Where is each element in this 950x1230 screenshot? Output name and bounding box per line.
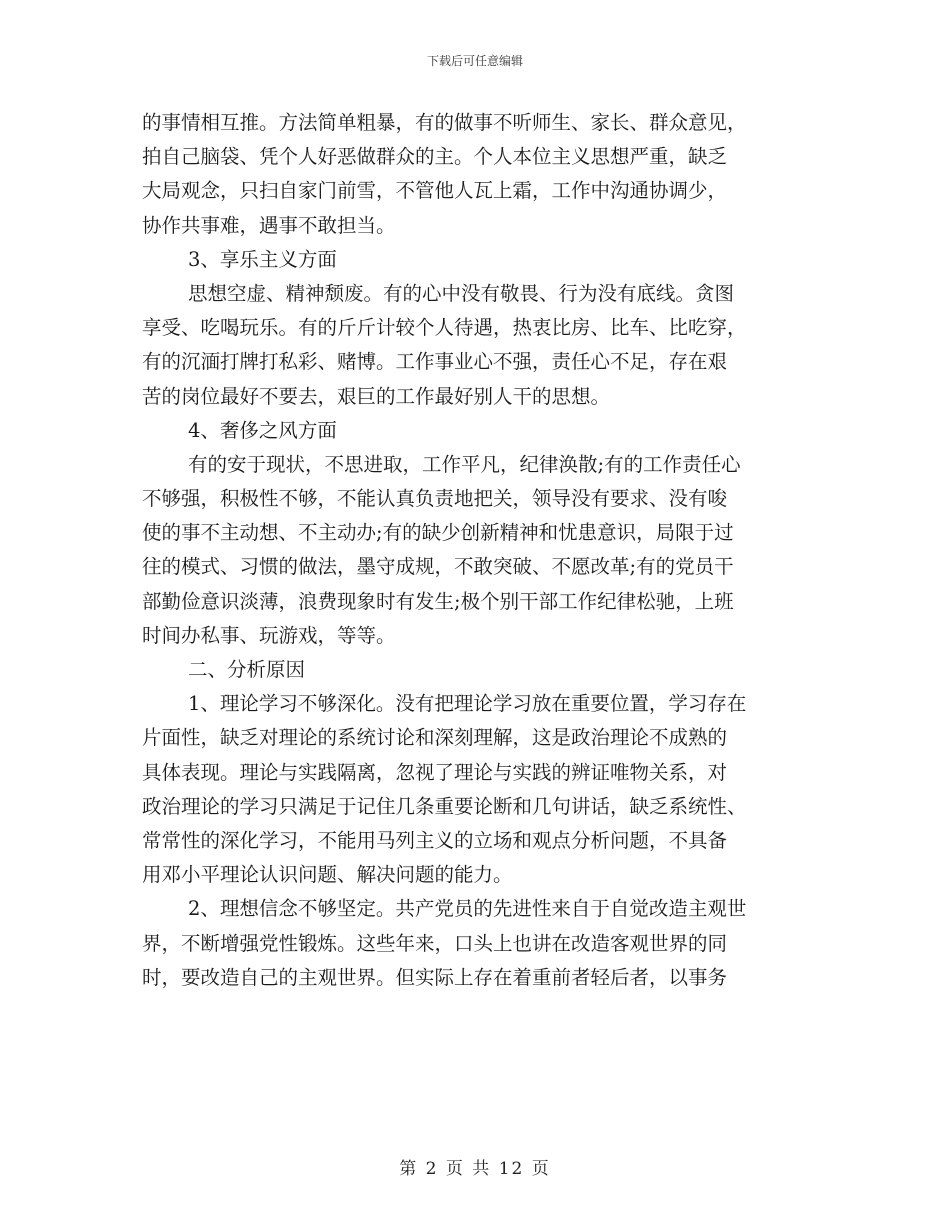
- text-line: 时间办私事、玩游戏，等等。: [142, 623, 396, 647]
- text-line: 1、理论学习不够深化。没有把理论学习放在重要位置，学习存在: [188, 692, 747, 716]
- text-line: 苦的岗位最好不要去，艰巨的工作最好别人干的思想。: [142, 384, 611, 408]
- text-line: 往的模式、习惯的做法，墨守成规，不敢突破、不愿改革;有的党员干: [142, 555, 734, 579]
- page-footer: 第 2 页 共 12 页: [399, 1159, 551, 1179]
- text-line: 不够强，积极性不够，不能认真负责地把关，领导没有要求、没有唆: [142, 487, 728, 511]
- text-line: 二、分析原因: [188, 658, 306, 681]
- text-line: 界，不断增强党性锻炼。这些年来，口头上也讲在改造客观世界的同: [142, 931, 728, 955]
- text-line: 有的安于现状，不思进取，工作平凡，纪律涣散;有的工作责任心: [188, 452, 741, 476]
- text-line: 享受、吃喝玩乐。有的斤斤计较个人待遇，热衷比房、比车、比吃穿，: [142, 316, 747, 340]
- text-line: 拍自己脑袋、凭个人好恶做群众的主。个人本位主义思想严重，缺乏: [142, 145, 728, 169]
- text-line: 思想空虚、精神颓废。有的心中没有敬畏、行为没有底线。贪图: [188, 281, 735, 305]
- text-line: 时，要改造自己的主观世界。但实际上存在着重前者轻后者，以事务: [142, 965, 728, 989]
- text-line: 的事情相互推。方法简单粗暴，有的做事不听师生、家长、群众意见，: [142, 111, 747, 134]
- page-header: 下载后可任意编辑: [426, 54, 523, 68]
- text-line: 政治理论的学习只满足于记住几条重要论断和几句讲话，缺乏系统性、: [142, 794, 747, 818]
- text-line: 部勤俭意识淡薄，浪费现象时有发生;极个别干部工作纪律松驰，上班: [142, 589, 734, 613]
- text-line: 2、理想信念不够坚定。共产党员的先进性来自于自觉改造主观世: [188, 897, 747, 921]
- text-line: 3、享乐主义方面: [188, 247, 337, 271]
- text-line: 有的沉湎打牌打私彩、赌博。工作事业心不强，责任心不足，存在艰: [142, 350, 728, 374]
- text-line: 具体表现。理论与实践隔离，忽视了理论与实践的辨证唯物关系，对: [142, 760, 728, 784]
- text-line: 常常性的深化学习，不能用马列主义的立场和观点分析问题，不具备: [142, 828, 728, 852]
- text-line: 使的事不主动想、不主动办;有的缺少创新精神和忧患意识，局限于过: [142, 521, 734, 545]
- text-line: 4、奢侈之风方面: [188, 418, 337, 442]
- text-line: 片面性，缺乏对理论的系统讨论和深刻理解，这是政治理论不成熟的: [142, 726, 728, 750]
- text-line: 协作共事难，遇事不敢担当。: [142, 213, 396, 237]
- text-line: 用邓小平理论认识问题、解决问题的能力。: [142, 863, 513, 887]
- text-line: 大局观念，只扫自家门前雪，不管他人瓦上霜，工作中沟通协调少，: [142, 179, 728, 203]
- document-body: [142, 106, 807, 995]
